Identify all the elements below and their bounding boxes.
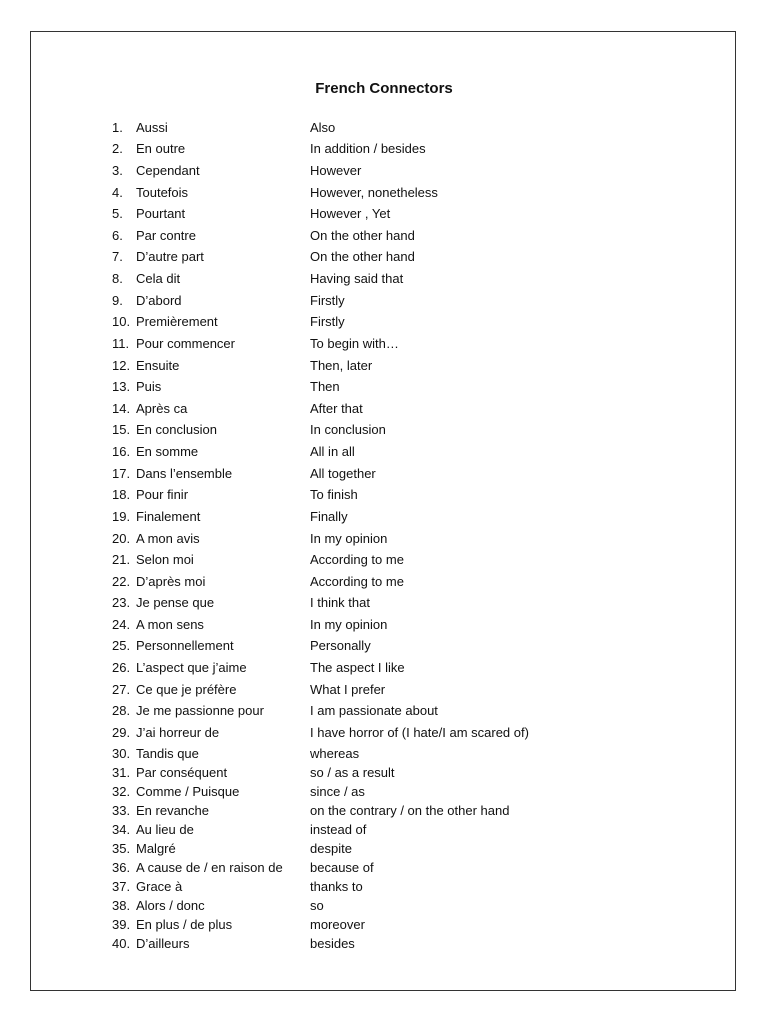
- english-translation: I have horror of (I hate/I am scared of): [310, 725, 529, 740]
- english-translation: besides: [310, 936, 355, 951]
- french-connector: Toutefois: [136, 185, 189, 200]
- item-number: 21.: [112, 552, 131, 567]
- item-number: 33.: [112, 803, 131, 818]
- item-number: 10.: [112, 314, 131, 329]
- french-connector: D’autre part: [136, 249, 204, 264]
- item-number: 28.: [112, 703, 131, 718]
- english-translation: All together: [310, 466, 376, 481]
- item-number: 17.: [112, 466, 131, 481]
- item-number: 18.: [112, 487, 131, 502]
- french-connector: A cause de / en raison de: [136, 860, 283, 875]
- item-number: 22.: [112, 574, 131, 589]
- item-number: 39.: [112, 917, 131, 932]
- english-translation: All in all: [310, 444, 355, 459]
- item-number: 32.: [112, 784, 131, 799]
- english-translation: According to me: [310, 574, 404, 589]
- item-number: 11.: [112, 336, 130, 351]
- item-number: 34.: [112, 822, 131, 837]
- english-translation: because of: [310, 860, 374, 875]
- item-number: 8.: [112, 271, 123, 286]
- french-connector: Au lieu de: [136, 822, 194, 837]
- french-connector: Je pense que: [136, 595, 215, 610]
- french-connector: Tandis que: [136, 746, 199, 761]
- french-connector: L’aspect que j’aime: [136, 660, 247, 675]
- english-translation: despite: [310, 841, 352, 856]
- french-connector: Pour commencer: [136, 336, 235, 351]
- item-number: 19.: [112, 509, 131, 524]
- english-translation: In addition / besides: [310, 141, 426, 156]
- french-connector: Grace à: [136, 879, 183, 894]
- english-translation: In my opinion: [310, 531, 388, 546]
- english-translation: so: [310, 898, 324, 913]
- french-connector: A mon sens: [136, 617, 204, 632]
- french-connector: Puis: [136, 379, 162, 394]
- french-connector: Comme / Puisque: [136, 784, 240, 799]
- item-number: 14.: [112, 401, 131, 416]
- english-translation: thanks to: [310, 879, 363, 894]
- item-number: 37.: [112, 879, 131, 894]
- english-translation: Having said that: [310, 271, 404, 286]
- item-number: 1.: [112, 120, 123, 135]
- item-number: 25.: [112, 638, 131, 653]
- english-translation: The aspect I like: [310, 660, 405, 675]
- french-connector: En revanche: [136, 803, 209, 818]
- english-translation: since / as: [310, 784, 365, 799]
- french-connector: Personnellement: [136, 638, 234, 653]
- french-connector: Alors / donc: [136, 898, 205, 913]
- english-translation: According to me: [310, 552, 404, 567]
- english-translation: I am passionate about: [310, 703, 438, 718]
- item-number: 23.: [112, 595, 131, 610]
- item-number: 9.: [112, 293, 123, 308]
- item-number: 27.: [112, 682, 131, 697]
- english-translation: on the contrary / on the other hand: [310, 803, 510, 818]
- french-connector: D’ailleurs: [136, 936, 190, 951]
- french-connector: Ce que je préfère: [136, 682, 237, 697]
- english-translation: After that: [310, 401, 363, 416]
- english-translation: Firstly: [310, 314, 345, 329]
- item-number: 24.: [112, 617, 131, 632]
- french-connector: Premièrement: [136, 314, 218, 329]
- english-translation: What I prefer: [310, 682, 386, 697]
- item-number: 3.: [112, 163, 123, 178]
- french-connector: Après ca: [136, 401, 188, 416]
- english-translation: Firstly: [310, 293, 345, 308]
- english-translation: Finally: [310, 509, 348, 524]
- french-connector: En plus / de plus: [136, 917, 233, 932]
- item-number: 4.: [112, 185, 123, 200]
- english-translation: Then, later: [310, 358, 373, 373]
- item-number: 7.: [112, 249, 123, 264]
- item-number: 26.: [112, 660, 131, 675]
- french-connector: Finalement: [136, 509, 201, 524]
- french-connector: J’ai horreur de: [136, 725, 220, 740]
- english-translation: To begin with…: [310, 336, 399, 351]
- french-connector: Pourtant: [136, 206, 186, 221]
- item-number: 40.: [112, 936, 131, 951]
- french-connector: D’abord: [136, 293, 182, 308]
- english-translation: On the other hand: [310, 228, 415, 243]
- french-connector: A mon avis: [136, 531, 200, 546]
- english-translation: In conclusion: [310, 422, 386, 437]
- english-translation: Personally: [310, 638, 371, 653]
- french-connector: Pour finir: [136, 487, 189, 502]
- item-number: 38.: [112, 898, 131, 913]
- english-translation: Then: [310, 379, 340, 394]
- english-translation: Also: [310, 120, 336, 135]
- english-translation: moreover: [310, 917, 365, 932]
- english-translation: However , Yet: [310, 206, 391, 221]
- french-connector: Aussi: [136, 120, 168, 135]
- item-number: 6.: [112, 228, 123, 243]
- french-connector: Je me passionne pour: [136, 703, 264, 718]
- item-number: 2.: [112, 141, 123, 156]
- french-connector: En outre: [136, 141, 186, 156]
- english-translation: instead of: [310, 822, 367, 837]
- french-connector: En somme: [136, 444, 199, 459]
- english-translation: I think that: [310, 595, 370, 610]
- french-connector: Par conséquent: [136, 765, 228, 780]
- item-number: 29.: [112, 725, 131, 740]
- item-number: 15.: [112, 422, 131, 437]
- english-translation: On the other hand: [310, 249, 415, 264]
- item-number: 20.: [112, 531, 131, 546]
- item-number: 35.: [112, 841, 131, 856]
- english-translation: To finish: [310, 487, 358, 502]
- english-translation: whereas: [310, 746, 360, 761]
- item-number: 16.: [112, 444, 131, 459]
- french-connector: Malgré: [136, 841, 176, 856]
- item-number: 12.: [112, 358, 131, 373]
- item-number: 13.: [112, 379, 131, 394]
- french-connector: En conclusion: [136, 422, 217, 437]
- english-translation: so / as a result: [310, 765, 395, 780]
- english-translation: However: [310, 163, 362, 178]
- item-number: 31.: [112, 765, 131, 780]
- french-connector: Selon moi: [136, 552, 194, 567]
- french-connector: Dans l’ensemble: [136, 466, 233, 481]
- french-connector: Cependant: [136, 163, 200, 178]
- french-connector: Ensuite: [136, 358, 180, 373]
- french-connector: D’après moi: [136, 574, 206, 589]
- document-title: French Connectors: [315, 80, 453, 97]
- english-translation: In my opinion: [310, 617, 388, 632]
- french-connector: Par contre: [136, 228, 196, 243]
- item-number: 30.: [112, 746, 131, 761]
- item-number: 36.: [112, 860, 131, 875]
- english-translation: However, nonetheless: [310, 185, 438, 200]
- french-connector: Cela dit: [136, 271, 181, 286]
- item-number: 5.: [112, 206, 123, 221]
